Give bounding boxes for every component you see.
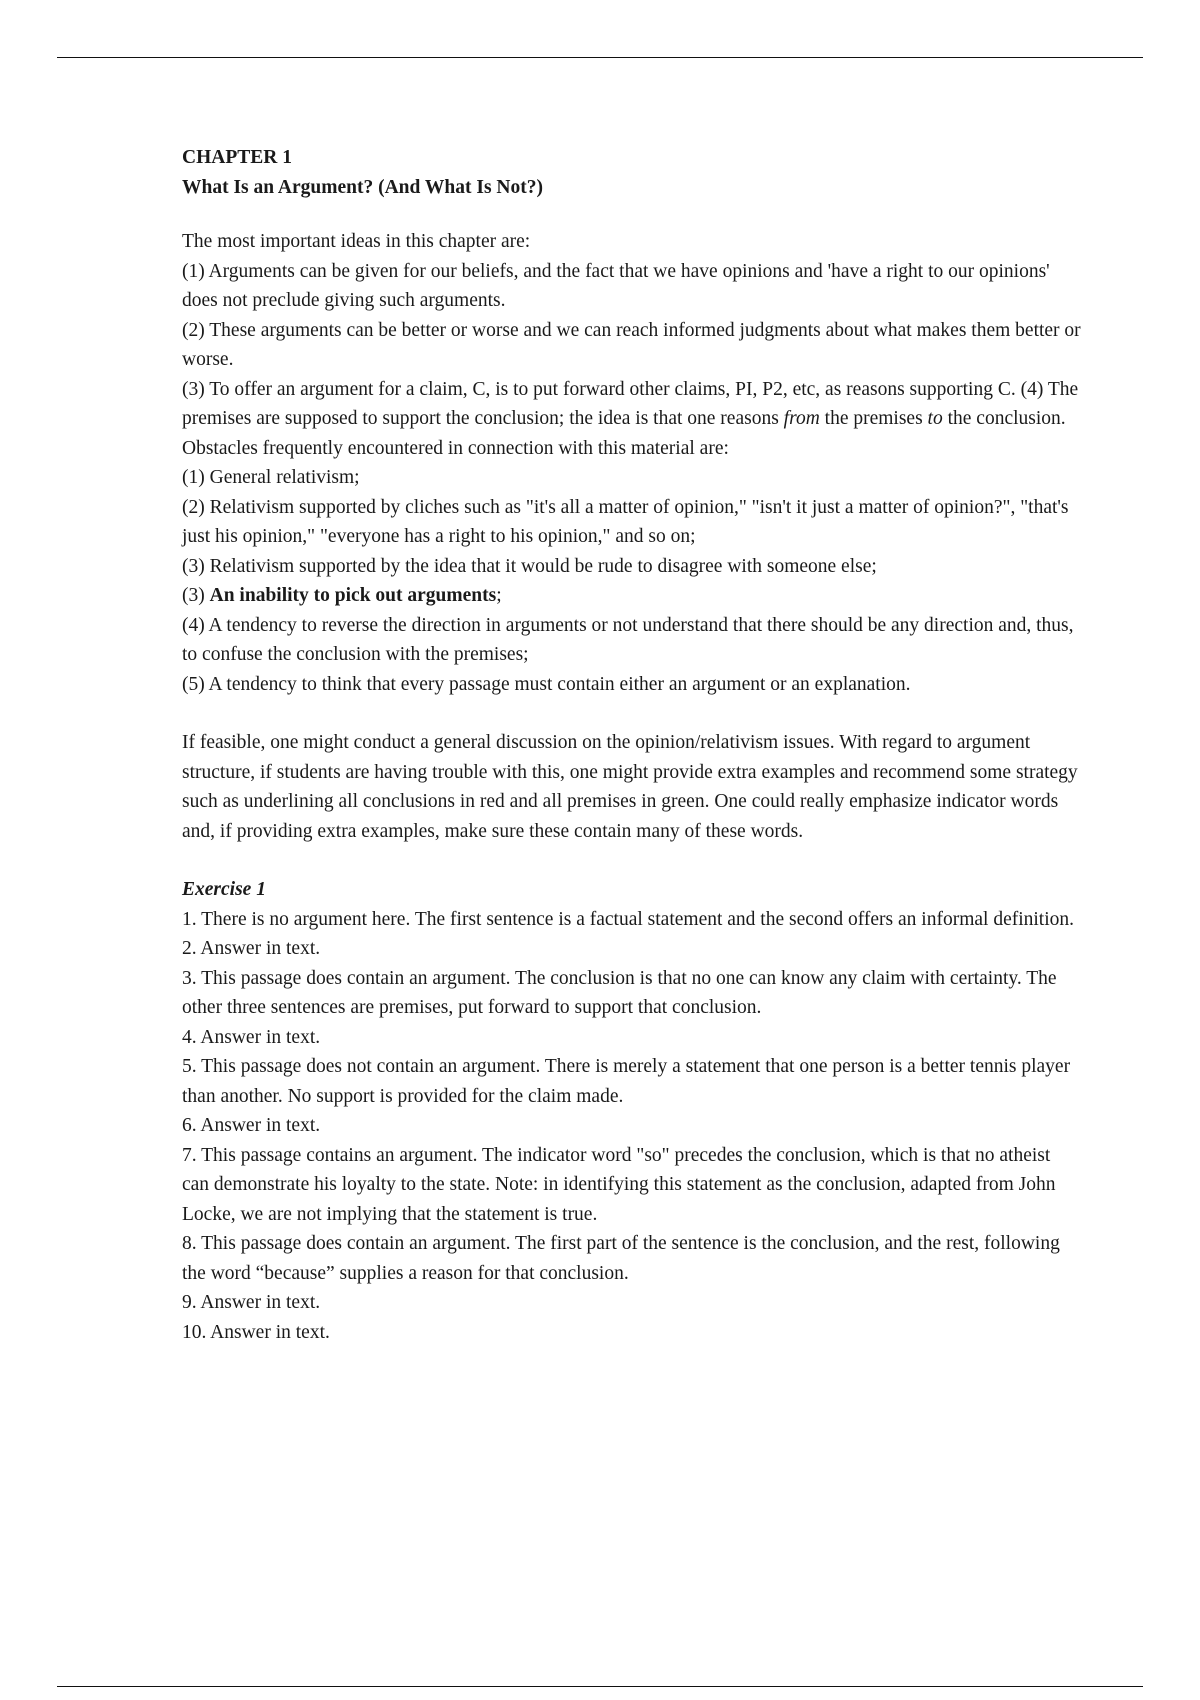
obstacle-item-2: (2) Relativism supported by cliches such as "it's all a matter of opinion," "isn't it just a matter of opinion?", "that's just his opinion," "everyone has a right to his opinion," and so on; — [182, 496, 1069, 547]
spacer — [182, 846, 1082, 875]
idea-item-1: (1) Arguments can be given for our beliefs, and the fact that we have opinions and 'have a right to our opinions' does not preclude giving such arguments. — [182, 260, 1050, 311]
exercise-answer: 2. Answer in text. — [182, 938, 321, 959]
obstacles-intro: Obstacles frequently encountered in connection with this material are: — [182, 437, 729, 459]
exercise-answer: 5. This passage does not contain an argument. There is merely a statement that one person is a better tennis player than another. No support is provided for the claim made. — [182, 1056, 1071, 1107]
exercise-answer: 4. Answer in text. — [182, 1026, 321, 1048]
top-rule — [57, 57, 1143, 58]
idea-item-3-4-from: from — [783, 408, 820, 429]
exercise-answer: 10. Answer in text. — [182, 1321, 330, 1343]
chapter-title: What Is an Argument? (And What Is Not?) — [182, 176, 543, 198]
exercise-answer: 9. Answer in text. — [182, 1292, 321, 1313]
discussion-paragraph: If feasible, one might conduct a general discussion on the opinion/relativism issues. With regard to argument structure, if students are having trouble with this, one might provide extra examples and recommend some strategy such as underlining all conclusions in red and all premises in green. One could really emphasize indicator words and, if providing extra examples, make sure these contain many of these words. — [182, 732, 1078, 842]
spacer — [182, 202, 1082, 227]
ideas-intro: The most important ideas in this chapter are: — [182, 231, 531, 252]
obstacle-item-3b-bold: An inability to pick out arguments — [209, 585, 497, 606]
idea-item-3-4-mid: the premises — [819, 408, 928, 429]
obstacle-item-4: (4) A tendency to reverse the direction in arguments or not understand that there should be any direction and, thus, to confuse the conclusion with the premises; — [182, 614, 1074, 665]
obstacle-item-3b-end: ; — [496, 585, 502, 606]
idea-item-3-4-to: to — [927, 408, 943, 429]
obstacle-item-3a: (3) Relativism supported by the idea that it would be rude to disagree with someone else; — [182, 555, 877, 577]
exercise-answer: 3. This passage does contain an argument. The conclusion is that no one can know any claim with certainty. The other three sentences are premises, put forward to support that conclusion. — [182, 967, 1057, 1018]
bottom-rule — [57, 1686, 1143, 1687]
document-page — [182, 143, 1082, 1347]
exercise-answer: 1. There is no argument here. The first sentence is a factual statement and the second offers an informal definition. — [182, 908, 1075, 930]
exercise-answer: 6. Answer in text. — [182, 1115, 321, 1136]
idea-item-3-4-text: (3) To offer an argument for a claim, C, is to put forward other claims, PI, P2, etc, as reasons supporting C. (4) The premises are supposed to support the conclusion; the idea is that one reasons — [182, 378, 1079, 429]
obstacle-item-1: (1) General relativism; — [182, 467, 360, 488]
idea-item-2: (2) These arguments can be better or worse and we can reach informed judgments about what makes them better or worse. — [182, 319, 1081, 370]
idea-item-3-4-end: the conclusion. — [942, 408, 1066, 429]
idea-item-3-4 — [182, 375, 1082, 434]
exercise-title: Exercise 1 — [182, 879, 266, 900]
spacer — [182, 699, 1082, 728]
chapter-label: CHAPTER 1 — [182, 147, 292, 168]
obstacle-item-3b — [182, 581, 1082, 611]
exercise-answer: 8. This passage does contain an argument. The first part of the sentence is the conclusion, and the rest, following the word “because” supplies a reason for that conclusion. — [182, 1233, 1060, 1284]
exercise-answer: 7. This passage contains an argument. The indicator word "so" precedes the conclusion, which is that no atheist can demonstrate his loyalty to the state. Note: in identifying this statement as the conclusion, adapted from John Locke, we are not implying that the statement is true. — [182, 1144, 1056, 1225]
obstacle-item-5: (5) A tendency to think that every passage must contain either an argument or an explanation. — [182, 673, 911, 695]
obstacle-item-3b-number: (3) — [182, 585, 210, 606]
